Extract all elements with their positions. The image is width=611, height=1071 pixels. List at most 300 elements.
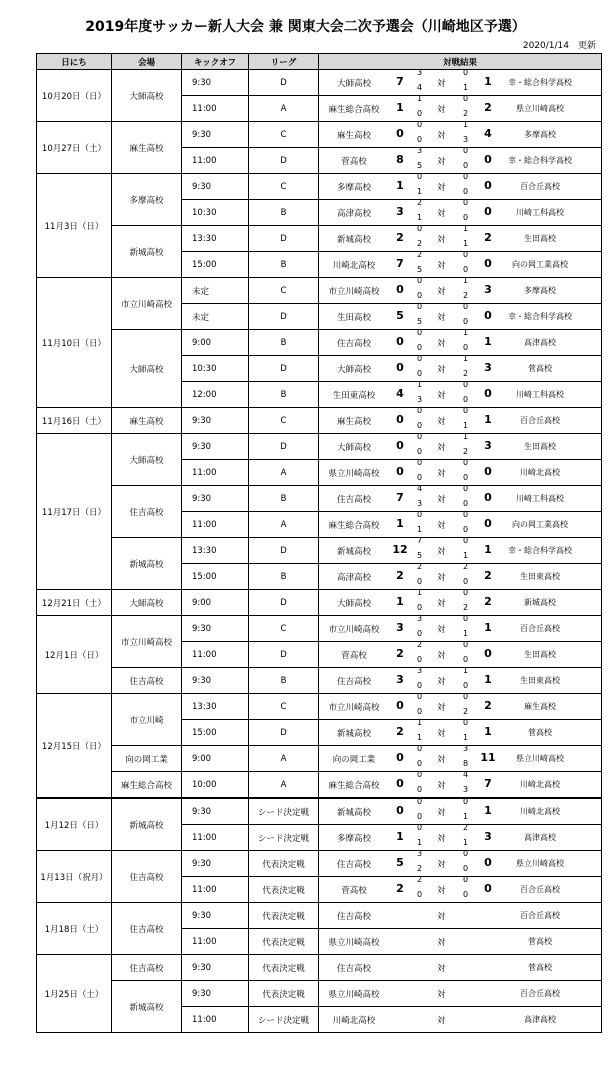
away-team: 麻生高校 — [524, 702, 556, 711]
home-team: 市立川崎高校 — [328, 287, 380, 297]
away-score: 3 — [484, 361, 492, 374]
away-second-half: 0 — [463, 317, 469, 326]
home-team: 住吉高校 — [336, 912, 371, 922]
home-second-half: 1 — [417, 838, 423, 847]
away-score: 0 — [484, 205, 492, 218]
league: A — [249, 460, 319, 486]
away-team: 県立川崎高校 — [516, 754, 564, 763]
home-team: 住吉高校 — [336, 860, 371, 870]
away-second-half: 2 — [463, 369, 469, 378]
away-team: 川崎北高校 — [520, 807, 560, 816]
away-first-half: 0 — [463, 146, 469, 155]
league: A — [249, 512, 319, 538]
table-row — [37, 538, 602, 564]
match-result — [319, 720, 602, 746]
home-score: 7 — [396, 491, 404, 504]
home-first-half: 0 — [417, 458, 423, 467]
away-team: 幸・総合科学高校 — [508, 78, 572, 87]
match-venue: 新城高校 — [112, 798, 182, 851]
match-result — [319, 1007, 602, 1033]
match-date: 11月10日（日） — [37, 278, 112, 408]
match-date: 11月3日（日） — [37, 174, 112, 278]
match-result — [319, 903, 602, 929]
kickoff-time: 9:30 — [182, 434, 249, 460]
match-result — [319, 226, 602, 252]
vs-label: 対 — [437, 938, 446, 948]
away-team: 生田東高校 — [520, 572, 560, 581]
home-first-half: 0 — [417, 744, 423, 753]
match-date: 12月1日（日） — [37, 616, 112, 694]
home-first-half: 0 — [417, 406, 423, 415]
away-team: 菅高校 — [528, 963, 552, 972]
league: C — [249, 122, 319, 148]
away-second-half: 0 — [463, 473, 469, 482]
match-result — [319, 616, 602, 642]
table-row — [37, 798, 602, 825]
match-venue: 麻生高校 — [112, 122, 182, 174]
home-first-half: 0 — [417, 797, 423, 806]
away-second-half: 0 — [463, 890, 469, 899]
away-team: 百合丘高校 — [520, 885, 560, 894]
kickoff-time: 9:30 — [182, 486, 249, 512]
table-row — [37, 668, 602, 694]
home-first-half: 1 — [417, 94, 423, 103]
match-result — [319, 590, 602, 616]
away-score: 1 — [484, 673, 492, 686]
league: B — [249, 330, 319, 356]
kickoff-time: 11:00 — [182, 148, 249, 174]
home-team: 菅高校 — [341, 651, 367, 661]
away-team: 百合丘高校 — [520, 182, 560, 191]
vs-label: 対 — [437, 1016, 446, 1026]
home-team: 麻生総合高校 — [328, 781, 380, 791]
table-row — [37, 486, 602, 512]
kickoff-time: 未定 — [182, 304, 249, 330]
away-first-half: 0 — [463, 510, 469, 519]
home-team: 住吉高校 — [336, 677, 371, 687]
league: D — [249, 538, 319, 564]
away-second-half: 1 — [463, 838, 469, 847]
page-title: 2019年度サッカー新人大会 兼 関東大会二次予選会（川崎地区予選） — [85, 19, 526, 35]
home-team: 高津高校 — [336, 209, 371, 219]
away-first-half: 0 — [463, 250, 469, 259]
away-first-half: 0 — [463, 302, 469, 311]
away-first-half: 1 — [463, 432, 469, 441]
home-team: 麻生総合高校 — [328, 521, 380, 531]
home-second-half: 0 — [417, 629, 423, 638]
home-second-half: 4 — [417, 83, 423, 92]
vs-label: 対 — [437, 469, 446, 479]
match-date: 12月21日（土） — [37, 590, 112, 616]
match-result — [319, 330, 602, 356]
away-second-half: 0 — [463, 525, 469, 534]
home-first-half: 2 — [417, 198, 423, 207]
away-second-half: 1 — [463, 551, 469, 560]
away-team: 川崎北高校 — [520, 468, 560, 477]
match-result — [319, 486, 602, 512]
away-score: 0 — [484, 882, 492, 895]
away-team: 百合丘高校 — [520, 989, 560, 998]
table-row — [37, 981, 602, 1007]
home-second-half: 1 — [417, 733, 423, 742]
match-date: 1月12日（日） — [37, 798, 112, 851]
home-first-half: 0 — [417, 432, 423, 441]
table-row — [37, 226, 602, 252]
home-first-half: 3 — [417, 68, 423, 77]
vs-label: 対 — [437, 781, 446, 791]
home-second-half: 0 — [417, 603, 423, 612]
match-result — [319, 200, 602, 226]
home-score: 3 — [396, 621, 404, 634]
home-second-half: 1 — [417, 525, 423, 534]
away-score: 0 — [484, 387, 492, 400]
home-team: 川崎北高校 — [332, 261, 376, 271]
league: A — [249, 746, 319, 772]
away-score: 2 — [484, 595, 492, 608]
table-row — [37, 903, 602, 929]
header-row — [37, 54, 602, 70]
kickoff-time: 11:00 — [182, 877, 249, 903]
away-second-half: 0 — [463, 681, 469, 690]
away-team: 百合丘高校 — [520, 416, 560, 425]
league: シード決定戦 — [249, 1007, 319, 1033]
vs-label: 対 — [437, 365, 446, 375]
home-second-half: 0 — [417, 681, 423, 690]
match-venue: 住吉高校 — [112, 486, 182, 538]
away-score: 1 — [484, 804, 492, 817]
home-second-half: 3 — [417, 499, 423, 508]
away-second-half: 1 — [463, 629, 469, 638]
home-second-half: 0 — [417, 369, 423, 378]
vs-label: 対 — [437, 261, 446, 271]
match-result — [319, 252, 602, 278]
away-first-half: 0 — [463, 198, 469, 207]
away-second-half: 1 — [463, 812, 469, 821]
vs-label: 対 — [437, 651, 446, 661]
away-second-half: 2 — [463, 109, 469, 118]
home-score: 0 — [396, 361, 404, 374]
header-result: 対戦結果 — [319, 54, 602, 70]
away-score: 1 — [484, 725, 492, 738]
kickoff-time: 11:00 — [182, 512, 249, 538]
home-score: 3 — [396, 673, 404, 686]
league: D — [249, 148, 319, 174]
vs-label: 対 — [437, 339, 446, 349]
away-second-half: 1 — [463, 239, 469, 248]
away-second-half: 0 — [463, 655, 469, 664]
match-venue: 新城高校 — [112, 538, 182, 590]
match-venue: 大師高校 — [112, 70, 182, 122]
away-team: 向の岡工業高校 — [512, 260, 568, 269]
home-team: 多摩高校 — [336, 183, 371, 193]
home-team: 県立川崎高校 — [328, 469, 380, 479]
match-result — [319, 304, 602, 330]
match-result — [319, 174, 602, 200]
vs-label: 対 — [437, 521, 446, 531]
league: シード決定戦 — [249, 825, 319, 851]
home-score: 5 — [396, 309, 404, 322]
home-second-half: 0 — [417, 473, 423, 482]
home-score: 0 — [396, 804, 404, 817]
kickoff-time: 11:00 — [182, 96, 249, 122]
match-result — [319, 538, 602, 564]
home-second-half: 0 — [417, 655, 423, 664]
home-first-half: 0 — [417, 692, 423, 701]
kickoff-time: 10:00 — [182, 772, 249, 799]
away-team: 菅高校 — [528, 937, 552, 946]
away-team: 多摩高校 — [524, 286, 556, 295]
home-second-half: 0 — [417, 785, 423, 794]
league: 代表決定戦 — [249, 903, 319, 929]
table-row — [37, 122, 602, 148]
away-first-half: 1 — [463, 328, 469, 337]
match-venue: 住吉高校 — [112, 955, 182, 981]
table-row — [37, 746, 602, 772]
match-result — [319, 96, 602, 122]
vs-label: 対 — [437, 573, 446, 583]
league: D — [249, 356, 319, 382]
match-date: 10月20日（日） — [37, 70, 112, 122]
vs-label: 対 — [437, 677, 446, 687]
match-venue: 向の岡工業 — [112, 746, 182, 772]
away-first-half: 0 — [463, 849, 469, 858]
away-score: 1 — [484, 413, 492, 426]
kickoff-time: 9:30 — [182, 616, 249, 642]
away-score: 3 — [484, 830, 492, 843]
home-second-half: 1 — [417, 213, 423, 222]
home-second-half: 0 — [417, 447, 423, 456]
home-score: 0 — [396, 465, 404, 478]
match-date: 1月25日（土） — [37, 955, 112, 1033]
match-venue: 市立川崎高校 — [112, 278, 182, 330]
league: C — [249, 616, 319, 642]
home-team: 新城高校 — [336, 729, 371, 739]
match-date: 1月13日（祝月） — [37, 851, 112, 903]
match-venue: 市立川崎 — [112, 694, 182, 746]
away-second-half: 2 — [463, 707, 469, 716]
home-score: 1 — [396, 179, 404, 192]
match-venue: 大師高校 — [112, 434, 182, 486]
away-score: 0 — [484, 309, 492, 322]
home-score: 2 — [396, 725, 404, 738]
kickoff-time: 15:00 — [182, 252, 249, 278]
home-team: 大師高校 — [336, 599, 371, 609]
table-row — [37, 851, 602, 877]
kickoff-time: 12:00 — [182, 382, 249, 408]
match-result — [319, 278, 602, 304]
away-score: 2 — [484, 699, 492, 712]
vs-label: 対 — [437, 209, 446, 219]
match-venue: 多摩高校 — [112, 174, 182, 226]
away-first-half: 1 — [463, 666, 469, 675]
home-team: 向の岡工業 — [332, 755, 376, 765]
away-score: 1 — [484, 543, 492, 556]
away-second-half: 0 — [463, 864, 469, 873]
away-team: 県立川崎高校 — [516, 859, 564, 868]
away-second-half: 2 — [463, 291, 469, 300]
home-first-half: 3 — [417, 666, 423, 675]
home-score: 2 — [396, 231, 404, 244]
home-team: 市立川崎高校 — [328, 703, 380, 713]
vs-label: 対 — [437, 729, 446, 739]
kickoff-time: 9:00 — [182, 330, 249, 356]
away-first-half: 0 — [463, 380, 469, 389]
match-venue: 住吉高校 — [112, 851, 182, 903]
match-result — [319, 825, 602, 851]
kickoff-time: 15:00 — [182, 564, 249, 590]
league: B — [249, 200, 319, 226]
vs-label: 対 — [437, 391, 446, 401]
away-team: 百合丘高校 — [520, 911, 560, 920]
away-score: 0 — [484, 517, 492, 530]
home-first-half: 4 — [417, 484, 423, 493]
kickoff-time: 11:00 — [182, 642, 249, 668]
home-score: 7 — [396, 75, 404, 88]
away-second-half: 0 — [463, 213, 469, 222]
away-score: 0 — [484, 179, 492, 192]
away-first-half: 1 — [463, 354, 469, 363]
away-first-half: 0 — [463, 875, 469, 884]
vs-label: 対 — [437, 547, 446, 557]
away-first-half: 0 — [463, 68, 469, 77]
home-score: 12 — [392, 543, 408, 556]
league: 代表決定戦 — [249, 877, 319, 903]
away-first-half: 1 — [463, 224, 469, 233]
league: D — [249, 304, 319, 330]
home-team: 多摩高校 — [336, 834, 371, 844]
home-first-half: 0 — [417, 510, 423, 519]
away-second-half: 3 — [463, 135, 469, 144]
league: D — [249, 434, 319, 460]
away-score: 0 — [484, 153, 492, 166]
home-second-half: 2 — [417, 239, 423, 248]
home-score: 3 — [396, 205, 404, 218]
home-team: 麻生総合高校 — [328, 105, 380, 115]
home-team: 新城高校 — [336, 235, 371, 245]
away-score: 2 — [484, 569, 492, 582]
away-first-half: 0 — [463, 588, 469, 597]
away-first-half: 0 — [463, 94, 469, 103]
kickoff-time: 11:00 — [182, 825, 249, 851]
match-venue: 麻生総合高校 — [112, 772, 182, 799]
match-result — [319, 434, 602, 460]
match-result — [319, 122, 602, 148]
home-score: 0 — [396, 699, 404, 712]
table-row — [37, 330, 602, 356]
match-result — [319, 929, 602, 955]
kickoff-time: 10:30 — [182, 200, 249, 226]
match-venue: 住吉高校 — [112, 668, 182, 694]
home-second-half: 2 — [417, 864, 423, 873]
home-first-half: 0 — [417, 172, 423, 181]
league: D — [249, 642, 319, 668]
match-venue: 大師高校 — [112, 330, 182, 408]
home-first-half: 0 — [417, 354, 423, 363]
away-score: 3 — [484, 283, 492, 296]
home-second-half: 3 — [417, 395, 423, 404]
home-second-half: 5 — [417, 317, 423, 326]
home-team: 生田高校 — [336, 313, 371, 323]
home-first-half: 0 — [417, 224, 423, 233]
home-team: 住吉高校 — [336, 339, 371, 349]
home-second-half: 0 — [417, 109, 423, 118]
away-team: 高津高校 — [524, 1015, 556, 1024]
away-second-half: 2 — [463, 603, 469, 612]
vs-label: 対 — [437, 625, 446, 635]
match-result — [319, 851, 602, 877]
away-score: 11 — [480, 751, 496, 764]
away-team: 多摩高校 — [524, 130, 556, 139]
away-second-half: 3 — [463, 785, 469, 794]
league: C — [249, 174, 319, 200]
home-second-half: 0 — [417, 291, 423, 300]
away-second-half: 2 — [463, 447, 469, 456]
home-team: 市立川崎高校 — [328, 625, 380, 635]
away-team: 県立川崎高校 — [516, 104, 564, 113]
away-second-half: 0 — [463, 161, 469, 170]
away-first-half: 0 — [463, 640, 469, 649]
home-first-half: 0 — [417, 120, 423, 129]
away-first-half: 0 — [463, 614, 469, 623]
table-row — [37, 278, 602, 304]
kickoff-time: 9:30 — [182, 798, 249, 825]
league: シード決定戦 — [249, 798, 319, 825]
home-team: 高津高校 — [336, 573, 371, 583]
home-second-half: 0 — [417, 812, 423, 821]
league: B — [249, 382, 319, 408]
vs-label: 対 — [437, 313, 446, 323]
away-score: 0 — [484, 647, 492, 660]
kickoff-time: 9:30 — [182, 122, 249, 148]
vs-label: 対 — [437, 990, 446, 1000]
home-score: 0 — [396, 777, 404, 790]
kickoff-time: 15:00 — [182, 720, 249, 746]
league: D — [249, 590, 319, 616]
league: 代表決定戦 — [249, 981, 319, 1007]
away-score: 0 — [484, 257, 492, 270]
home-team: 県立川崎高校 — [328, 990, 380, 1000]
home-score: 2 — [396, 569, 404, 582]
away-score: 0 — [484, 491, 492, 504]
home-score: 0 — [396, 335, 404, 348]
away-second-half: 0 — [463, 499, 469, 508]
table-row — [37, 408, 602, 434]
home-second-half: 0 — [417, 759, 423, 768]
home-second-half: 5 — [417, 161, 423, 170]
home-score: 4 — [396, 387, 404, 400]
kickoff-time: 10:30 — [182, 356, 249, 382]
vs-label: 対 — [437, 912, 446, 922]
kickoff-time: 9:30 — [182, 981, 249, 1007]
kickoff-time: 9:30 — [182, 408, 249, 434]
kickoff-time: 未定 — [182, 278, 249, 304]
kickoff-time: 11:00 — [182, 929, 249, 955]
match-result — [319, 382, 602, 408]
match-result — [319, 798, 602, 825]
home-team: 大師高校 — [336, 365, 371, 375]
match-result — [319, 746, 602, 772]
kickoff-time: 9:00 — [182, 590, 249, 616]
home-first-half: 2 — [417, 562, 423, 571]
away-second-half: 8 — [463, 759, 469, 768]
match-venue: 麻生高校 — [112, 408, 182, 434]
match-venue: 新城高校 — [112, 226, 182, 278]
match-result — [319, 70, 602, 96]
away-team: 川崎北高校 — [520, 780, 560, 789]
table-row — [37, 174, 602, 200]
updated-date: 2020/1/14 更新 — [522, 41, 596, 51]
away-first-half: 0 — [463, 718, 469, 727]
